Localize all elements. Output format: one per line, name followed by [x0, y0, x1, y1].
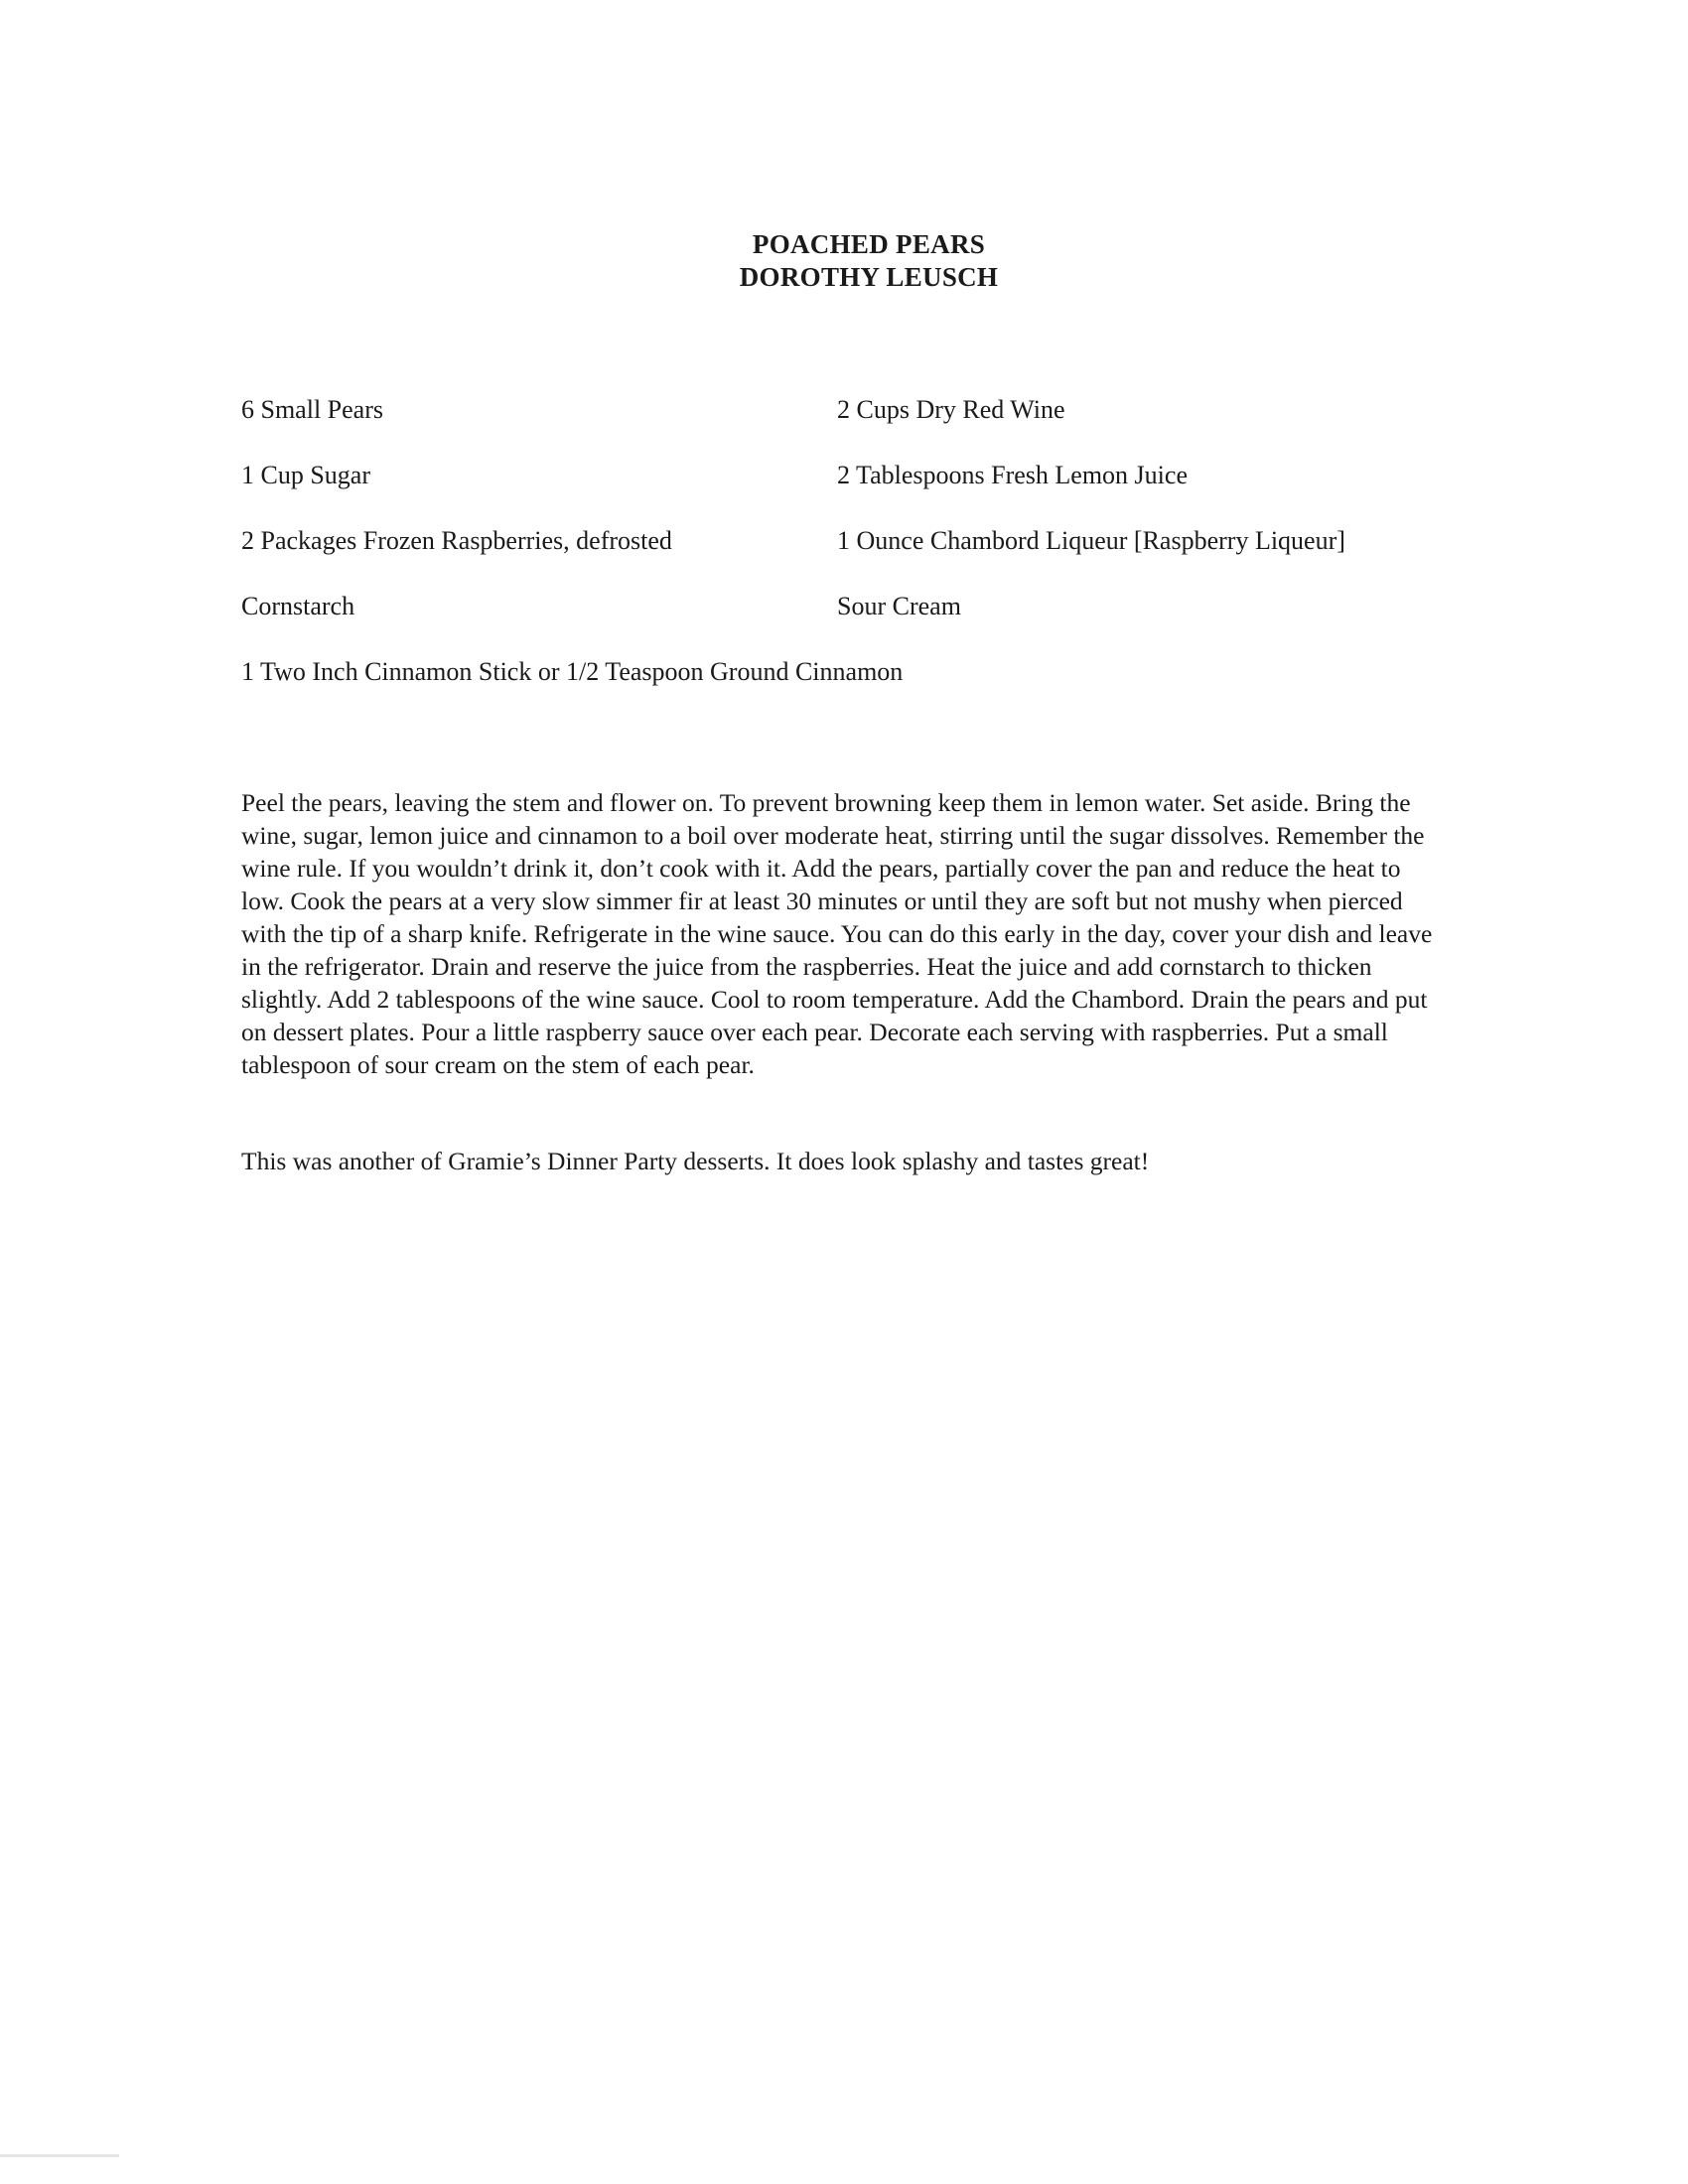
scan-edge-mark: [0, 2154, 119, 2157]
ingredient-item-cinnamon: 1 Two Inch Cinnamon Stick or 1/2 Teaspoon Ground Cinnamon: [241, 657, 904, 686]
ingredient-item: 2 Tablespoons Fresh Lemon Juice: [837, 461, 1188, 489]
ingredient-item: 1 Cup Sugar: [241, 461, 370, 489]
ingredient-item: Sour Cream: [837, 592, 961, 620]
recipe-title: POACHED PEARS: [752, 229, 986, 259]
ingredient-item: Cornstarch: [241, 592, 355, 620]
recipe-author: DOROTHY LEUSCH: [739, 262, 999, 292]
title-block: [0, 228, 1688, 294]
ingredient-item: 6 Small Pears: [241, 395, 383, 424]
recipe-note: This was another of Gramie’s Dinner Party desserts. It does look splashy and tastes great!: [241, 1147, 1150, 1175]
ingredient-item: 2 Packages Frozen Raspberries, defrosted: [241, 526, 672, 555]
ingredient-item: 1 Ounce Chambord Liqueur [Raspberry Liqueur]: [837, 526, 1345, 555]
ingredient-item: 2 Cups Dry Red Wine: [837, 395, 1065, 424]
directions-paragraph: Peel the pears, leaving the stem and flower on. To prevent browning keep them in lemon water. Set aside. Bring the wine, sugar, lemon juice and cinnamon to a boil over moderate heat, stirring until the sugar dissolves. Remember the wine rule. If you wouldn’t drink it, don’t cook with it. Add the pears, partially cover the pan and reduce the heat to low. Cook the pears at a very slow simmer fir at least 30 minutes or until they are soft but not mushy when pierced with the tip of a sharp knife. Refrigerate in the wine sauce. You can do this early in the day, cover your dish and leave in the refrigerator. Drain and reserve the juice from the raspberries. Heat the juice and add cornstarch to thicken slightly. Add 2 tablespoons of the wine sauce. Cool to room temperature. Add the Chambord. Drain the pears and put on dessert plates. Pour a little raspberry sauce over each pear. Decorate each serving with raspberries. Put a small tablespoon of sour cream on the stem of each pear.: [241, 788, 1433, 1079]
